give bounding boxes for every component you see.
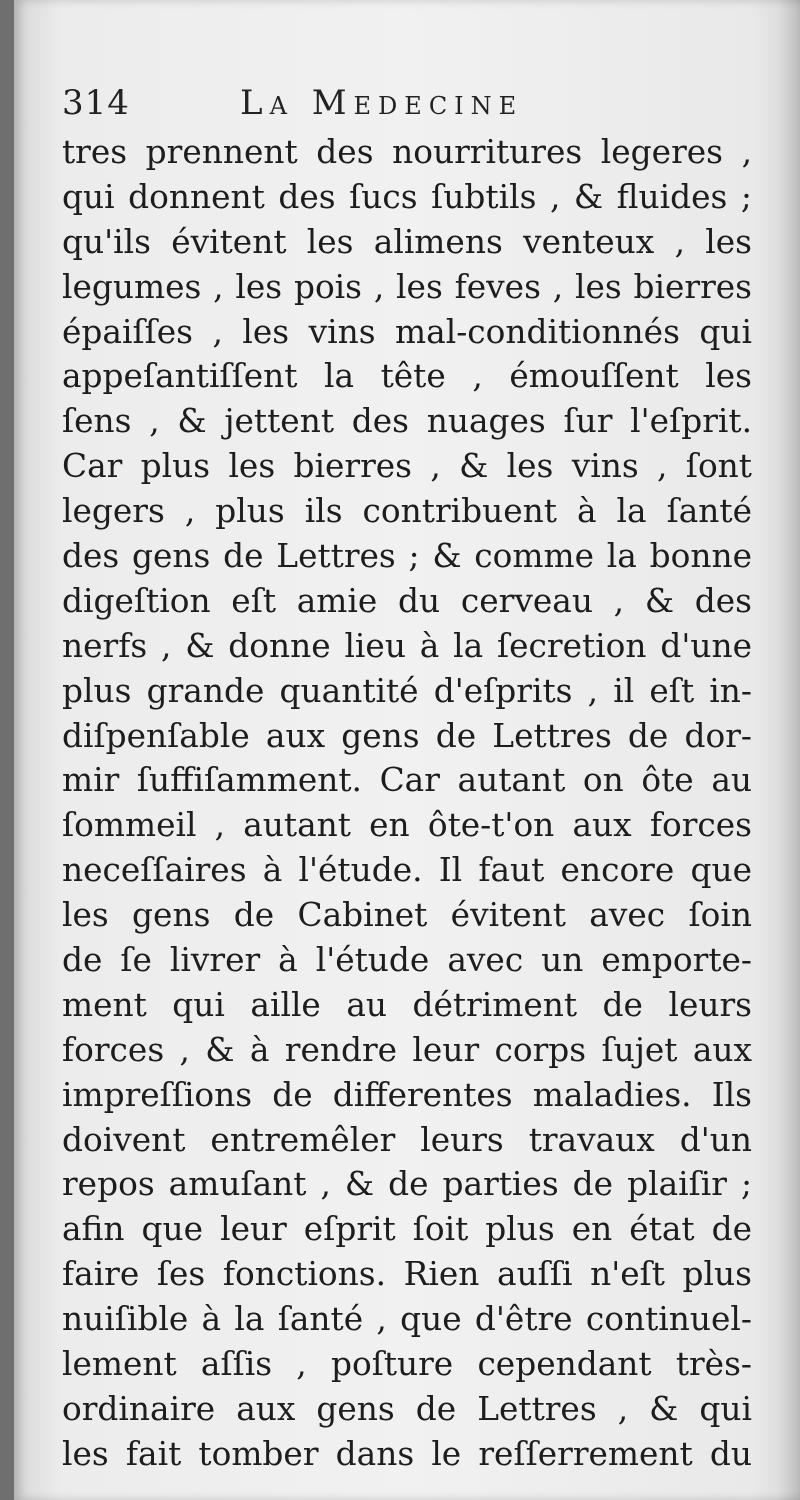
text-line: tres prennent des nourritures legeres , <box>62 133 752 171</box>
text-line: ordinaire aux gens de Lettres , & qui <box>62 1389 752 1428</box>
text-line: legumes , les pois , les feves , les bierres <box>62 267 752 306</box>
text-line: afin que leur eſprit ſoit plus en état de <box>62 1210 752 1249</box>
text-line: impreſſions de differentes maladies. Ils <box>62 1075 752 1114</box>
text-line: mir ſuffiſamment. Car autant on ôte au <box>62 761 752 800</box>
text-line: épaiſſes , les vins mal-conditionnés qui <box>62 312 752 351</box>
text-line: doivent entremêler leurs travaux d'un <box>62 1120 752 1159</box>
text-line: des gens de Lettres ; & comme la bonne <box>62 537 752 576</box>
text-line: qui donnent des ſucs ſubtils , & fluides ; <box>62 177 752 216</box>
page-header <box>62 80 752 126</box>
book-page <box>14 0 800 1500</box>
text-line: nuiſible à la ſanté , que d'être continuel- <box>62 1300 752 1339</box>
text-line: forces , & à rendre leur corps ſujet aux <box>62 1030 752 1069</box>
text-line: les fait tomber dans le reſſerrement du <box>62 1434 752 1473</box>
text-line: repos amuſant , & de parties de plaiſir ; <box>62 1165 752 1204</box>
text-line: appeſantiſſent la tête , émouſſent les <box>62 357 752 396</box>
text-line: Car plus les bierres , & les vins , ſont <box>62 447 752 486</box>
text-line: nerfs , & donne lieu à la ſecretion d'une <box>62 626 752 665</box>
page-edge-shadow <box>778 0 800 1500</box>
body-text <box>62 130 752 1477</box>
text-line: de ſe livrer à l'étude avec un emporte- <box>62 941 752 980</box>
text-line: legers , plus ils contribuent à la ſanté <box>62 492 752 531</box>
text-line: les gens de Cabinet évitent avec ſoin <box>62 896 752 935</box>
text-line: diſpenſable aux gens de Lettres de dor- <box>62 716 752 755</box>
running-title: La Medecine <box>240 83 524 123</box>
page-number: 314 <box>62 83 130 123</box>
text-line: qu'ils évitent les alimens venteux , les <box>62 222 752 261</box>
text-line: neceſſaires à l'étude. Il faut encore que <box>62 851 752 890</box>
text-line: faire ſes fonctions. Rien auſſi n'eſt plus <box>62 1255 752 1294</box>
text-line: ſommeil , autant en ôte-t'on aux forces <box>62 806 752 845</box>
text-line: ment qui aille au détriment de leurs <box>62 985 752 1024</box>
text-line: digeſtion eſt amie du cerveau , & des <box>62 581 752 620</box>
text-line: ſens , & jettent des nuages ſur l'eſprit. <box>62 402 752 441</box>
text-line: lement aſſis , poſture cependant très- <box>62 1345 752 1384</box>
text-line: plus grande quantité d'eſprits , il eſt in- <box>62 671 752 710</box>
